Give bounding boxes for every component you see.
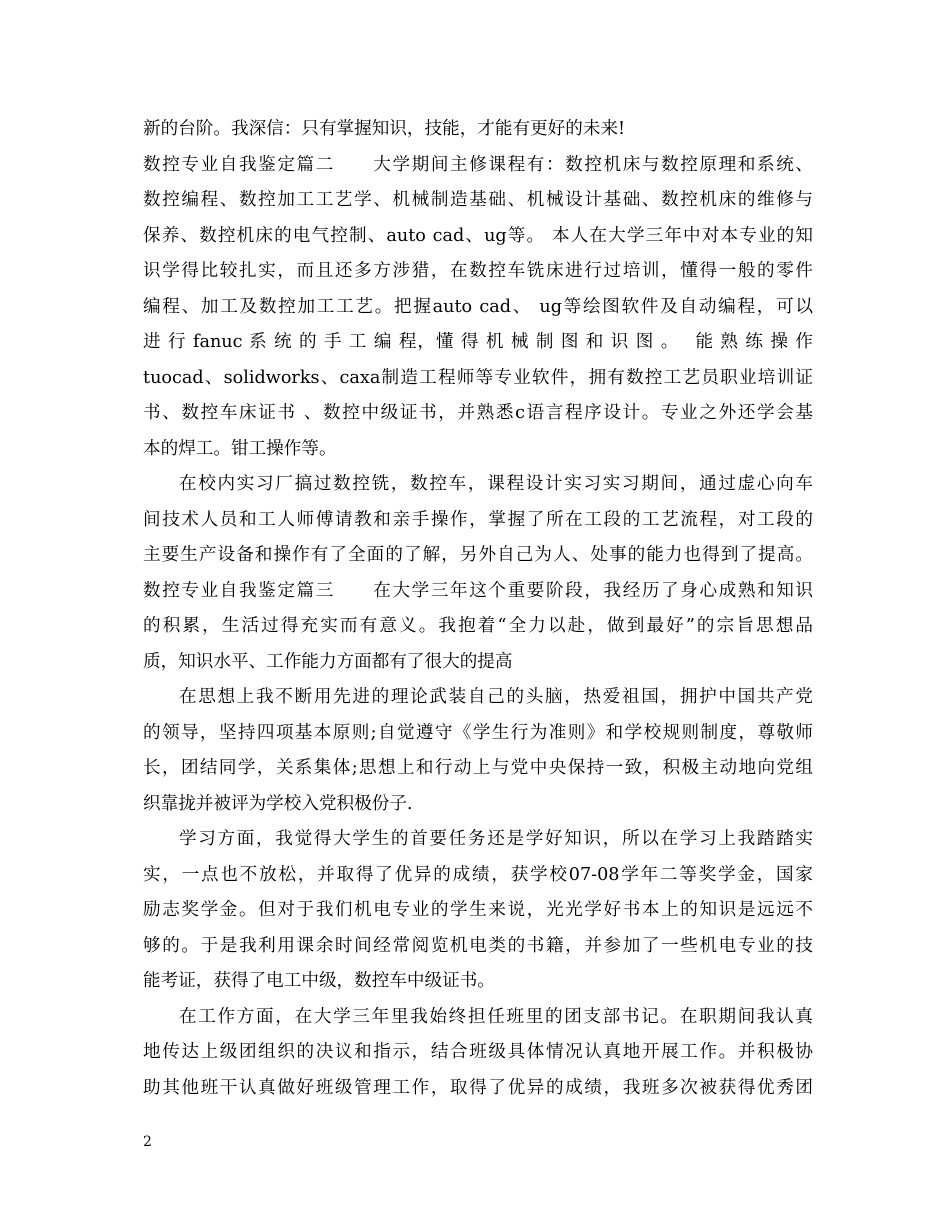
text-line: 数控专业自我鉴定篇二 大学期间主修课程有：数控机床与数控原理和系统、 xyxy=(143,154,813,175)
text-line: 数控专业自我鉴定篇三 在大学三年这个重要阶段，我经历了身心成熟和知识 xyxy=(143,580,813,601)
text-line: 实，一点也不放松，并取得了优异的成绩，获学校07-08学年二等奖学金，国家 xyxy=(143,864,813,885)
text-line: 励志奖学金。但对于我们机电专业的学生来说，光光学好书本上的知识是远远不 xyxy=(143,900,813,920)
text-line: 在校内实习厂搞过数控铣，数控车，课程设计实习实习期间，通过虚心向车 xyxy=(179,474,813,494)
text-line: 保养、数控机床的电气控制、auto cad、ug等。 本人在大学三年中对本专业的知 xyxy=(143,225,813,246)
text-line: 书、数控车床证书 、数控中级证书，并熟悉c语言程序设计。专业之外还学会基 xyxy=(143,403,813,423)
text-line: 主要生产设备和操作有了全面的了解，另外自己为人、处事的能力也得到了提高。 xyxy=(143,545,813,565)
text-line: 织靠拢并被评为学校入党积极份子. xyxy=(143,793,413,814)
text-line: 的领导，坚持四项基本原则;自觉遵守《学生行为准则》和学校规则制度，尊敬师 xyxy=(143,722,813,743)
text-line: 能考证，获得了电工中级，数控车中级证书。 xyxy=(143,971,495,991)
page-number: 2 xyxy=(143,1134,152,1150)
text-line: 在工作方面，在大学三年里我始终担任班里的团支部书记。在职期间我认真 xyxy=(179,1006,813,1027)
text-line: 新的台阶。我深信：只有掌握知识，技能，才能有更好的未来! xyxy=(143,119,626,139)
text-line: tuocad、solidworks、caxa制造工程师等专业软件，拥有数控工艺员职业培训证 xyxy=(143,367,813,388)
text-line: 在思想上我不断用先进的理论武装自己的头脑，热爱祖国，拥护中国共产党 xyxy=(179,687,813,707)
text-line: 质，知识水平、工作能力方面都有了很大的提高 xyxy=(143,651,513,672)
text-line: 间技术人员和工人师傅请教和亲手操作，掌握了所在工段的工艺流程，对工段的 xyxy=(143,509,813,530)
text-line: 本的焊工。钳工操作等。 xyxy=(143,438,337,459)
text-line: 助其他班干认真做好班级管理工作，取得了优异的成绩，我班多次被获得优秀团 xyxy=(143,1077,813,1098)
text-line: 识学得比较扎实，而且还多方涉猎，在数控车铣床进行过培训，懂得一般的零件 xyxy=(143,261,813,281)
text-line: 学习方面，我觉得大学生的首要任务还是学好知识，所以在学习上我踏踏实 xyxy=(179,829,813,849)
text-line: 的积累，生活过得充实而有意义。我抱着“全力以赴，做到最好”的宗旨思想品 xyxy=(143,616,813,636)
text-line: 长，团结同学，关系集体;思想上和行动上与党中央保持一致，积极主动地向党组 xyxy=(143,758,813,778)
document-body xyxy=(143,112,813,1106)
text-line: 进 行 fanuc 系 统 的 手 工 编 程，懂 得 机 械 制 图 和 识 图 。 能 熟 练 操 作 xyxy=(143,332,813,352)
text-line: 地传达上级团组织的决议和指示，结合班级具体情况认真地开展工作。并积极协 xyxy=(143,1042,813,1062)
text-line: 数控编程、数控加工工艺学、机械制造基础、机械设计基础、数控机床的维修与 xyxy=(143,190,813,210)
text-line: 编程、加工及数控加工工艺。把握auto cad、 ug等绘图软件及自动编程，可以 xyxy=(143,296,813,317)
text-line: 够的。于是我利用课余时间经常阅览机电类的书籍，并参加了一些机电专业的技 xyxy=(143,935,813,956)
